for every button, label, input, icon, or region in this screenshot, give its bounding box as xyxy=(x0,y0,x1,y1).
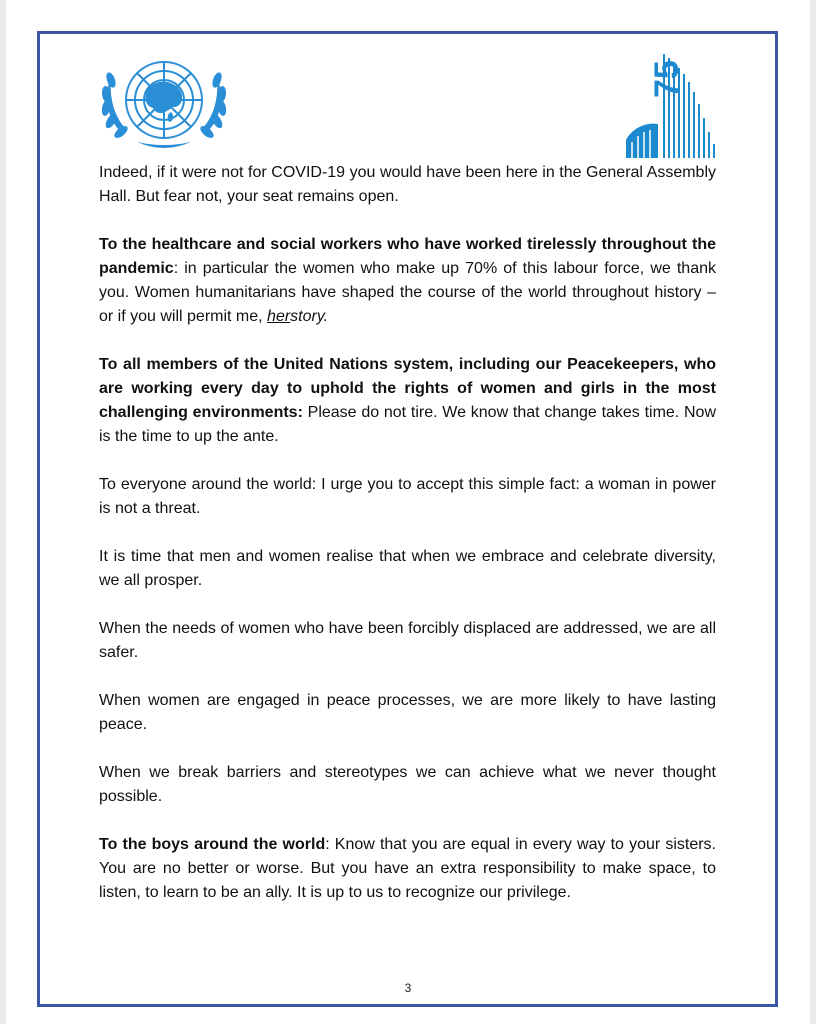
page-number: 3 xyxy=(404,981,412,995)
paragraph-3: To all members of the United Nations system, including our Peacekeepers, who are working every day to uphold the rights of women and girls in the most challenging environments: Please do not tire. We know that change takes time. Now is the time to up the ante. xyxy=(99,356,716,445)
un-emblem-icon xyxy=(97,50,231,162)
paragraph-8: When we break barriers and stereotypes we can achieve what we never thought possible. xyxy=(99,764,716,805)
paragraph-7: When women are engaged in peace processes, we are more likely to have lasting peace. xyxy=(99,692,716,733)
paragraph-9: To the boys around the world: Know that you are equal in every way to your sisters. You are no better or worse. But you have an extra responsibility to make space, to listen, to learn to be an ally. It is up to us to recognize our privilege. xyxy=(99,836,717,901)
un75-anniversary-icon xyxy=(624,44,718,162)
paragraph-1: Indeed, if it were not for COVID-19 you would have been here in the General Assembly Hall. But fear not, your seat remains open. xyxy=(99,164,716,205)
paragraph-2: To the healthcare and social workers who have worked tirelessly throughout the pandemic: in particular the women who make up 70% of this labour force, we thank you. Women humanitarians have shaped the course of the world throughout history – or if you will permit me, herstory. xyxy=(99,236,716,325)
paragraph-5: It is time that men and women realise that when we embrace and celebrate diversity, we all prosper. xyxy=(99,548,716,589)
paragraph-4: To everyone around the world: I urge you to accept this simple fact: a woman in power is not a threat. xyxy=(99,476,716,517)
paragraph-6: When the needs of women who have been forcibly displaced are addressed, we are all safer. xyxy=(99,620,716,661)
un75-label: 75 xyxy=(648,60,686,98)
speech-body xyxy=(99,161,716,929)
